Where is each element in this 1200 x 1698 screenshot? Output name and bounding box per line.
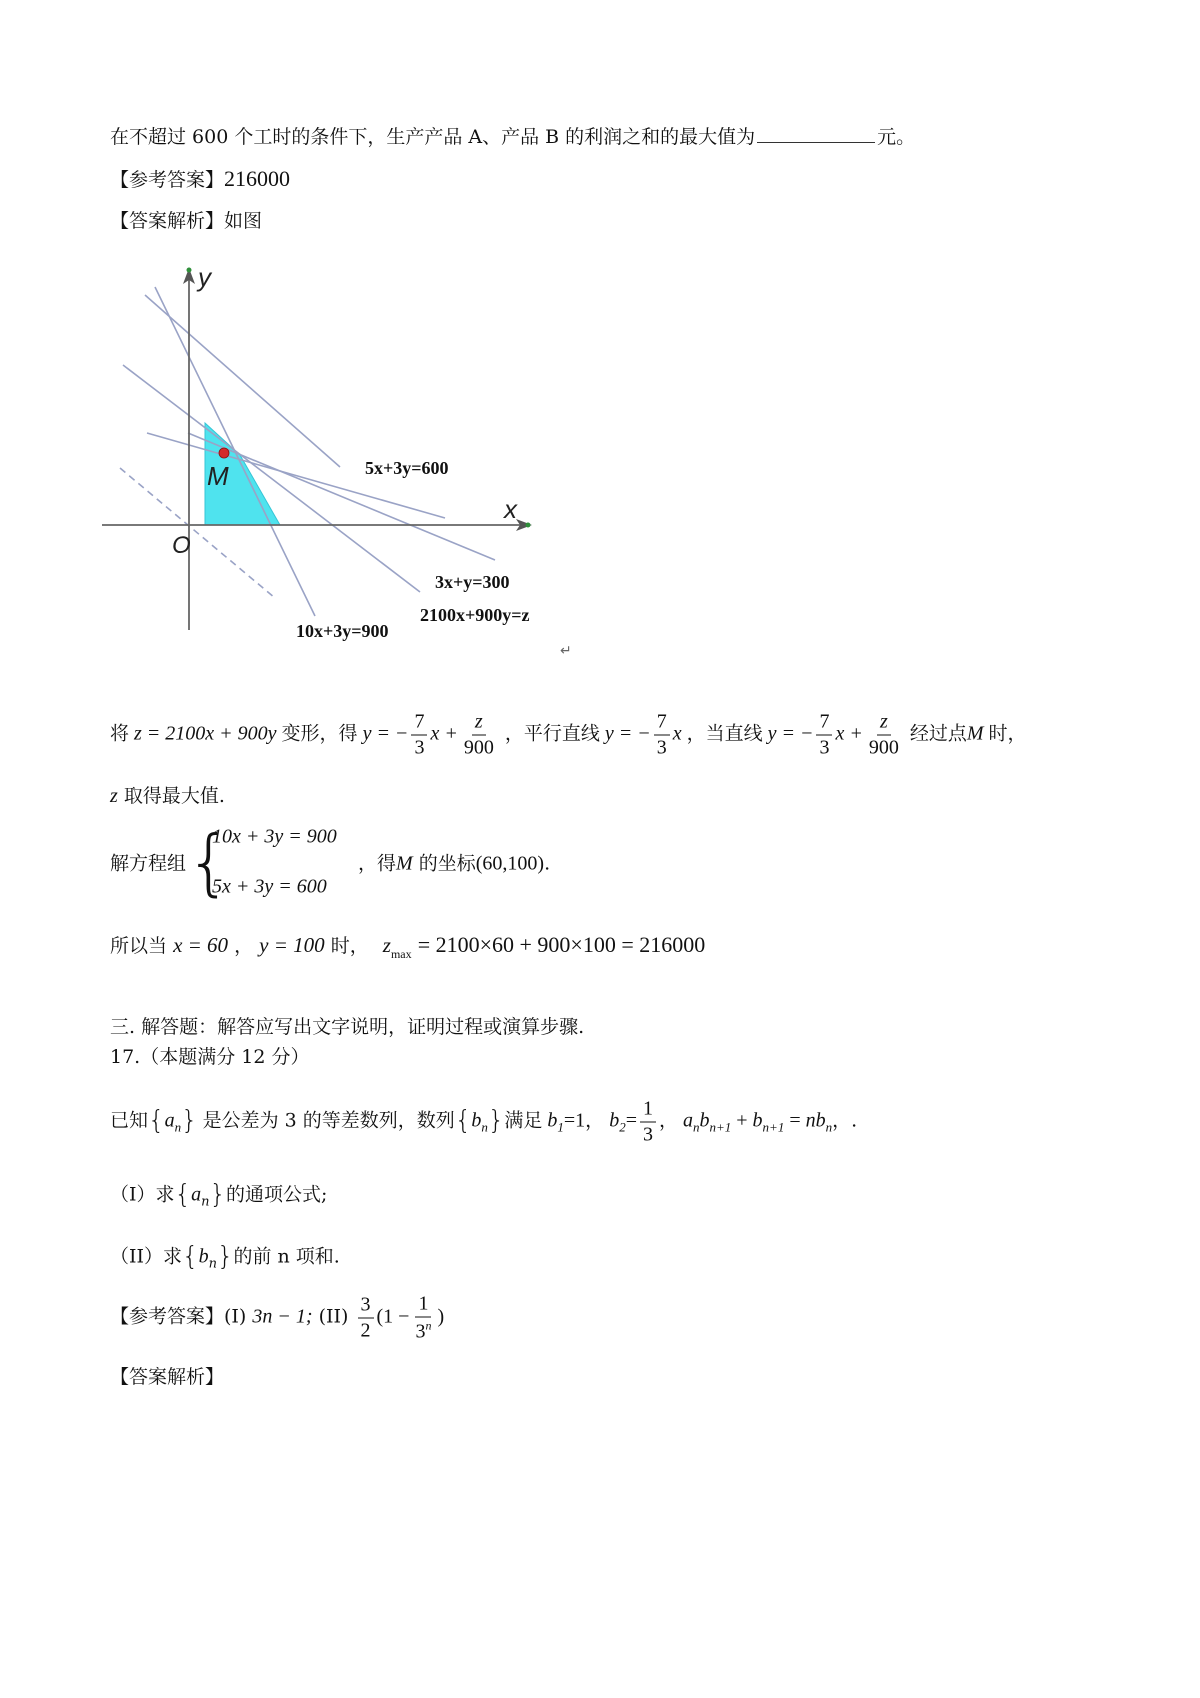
x-plus: x + — [430, 722, 458, 745]
conclusion-text: ， — [234, 935, 254, 957]
stem-text: 是公差为 3 的等差数列，数列 — [202, 1109, 455, 1132]
eq-label-5x-3y-600: 5x+3y=600 — [365, 458, 449, 478]
system-result — [358, 849, 550, 876]
system-equation-2: 5x + 3y = 600 — [212, 875, 327, 898]
stem-text: ，. — [832, 1109, 858, 1132]
rec-b-subscript: n — [825, 1119, 833, 1135]
fraction-7-3 — [411, 712, 427, 759]
answer-part1-value: 3n − 1; — [252, 1305, 313, 1328]
q16-stem-text: 在不超过 600 个工时的条件下，生产产品 A、产品 B 的利润之和的最大值为 — [110, 126, 756, 148]
q16-stem — [110, 124, 915, 147]
fraction-7-3 — [654, 712, 670, 759]
conclusion-text: 时， — [330, 935, 369, 957]
rec-a-subscript: n — [692, 1119, 700, 1135]
conclusion-text: 所以当 — [110, 935, 168, 957]
point-m: M — [966, 722, 984, 745]
explain-text: ，平行直线 — [504, 722, 600, 745]
x-axis-end-dot — [526, 523, 531, 528]
z-var: z — [382, 933, 391, 957]
z-expression: z = 2100x + 900y — [134, 722, 277, 745]
x-axis-label: x — [504, 494, 517, 524]
y-equation: y = − — [767, 722, 814, 745]
analysis-label: 【答案解析】 — [110, 210, 225, 232]
explain-text: 时， — [988, 722, 1027, 745]
z-var: z — [110, 785, 118, 807]
fraction-z-900 — [461, 712, 497, 759]
plus-sign: + — [736, 1109, 748, 1132]
fraction-3-2 — [358, 1295, 374, 1342]
stem-text: 已知 — [110, 1109, 149, 1132]
answer-label: 【参考答案】 — [110, 169, 225, 191]
fraction-1-3n — [412, 1294, 434, 1343]
rec-b-subscript: n+1 — [709, 1119, 732, 1135]
point-m-label: M — [207, 461, 229, 491]
seq-b-subscript: n — [481, 1119, 488, 1135]
seq-a-subscript: n — [174, 1119, 182, 1135]
part-text: 的前 n 项和. — [233, 1245, 340, 1268]
q16-analysis — [110, 212, 262, 231]
q16-stem-end: 元。 — [877, 126, 916, 148]
seq-b: b — [471, 1109, 482, 1132]
rec-n: n — [805, 1109, 816, 1132]
y-axis-label: y — [198, 262, 211, 292]
equals-sign: = — [789, 1109, 801, 1132]
rec-b: b — [815, 1109, 826, 1132]
fraction-denominator: 900 — [463, 736, 494, 759]
fraction-denominator: 3 — [414, 736, 425, 759]
seq-b: b — [198, 1245, 209, 1268]
b2: b — [609, 1109, 620, 1132]
q17-stem: 已知$\{a_n\}$ 是公差为 3 的等差数列，数列$\{b_n\}$满足 $b_1=1$， $b_2=$ $\frac{1}{3}$ ， $a_nb_{n+1} + b_{n+1} = nb_n$，. — [110, 1097, 858, 1146]
system-equation-1: 10x + 3y = 900 — [212, 825, 337, 848]
explain-text: 经过点 — [909, 722, 967, 745]
q16-conclusion — [110, 934, 705, 960]
answer-part2-value — [355, 1292, 445, 1343]
explain-text: 变形，得 — [281, 722, 358, 745]
b1-subscript: 1 — [557, 1119, 564, 1135]
answer-label: 【参考答案】 — [110, 1305, 225, 1328]
part-label: （II）求 — [110, 1245, 183, 1268]
seq-b-subscript: n — [208, 1256, 217, 1272]
y-equation: y = − — [362, 722, 409, 745]
fraction-denominator: 3 — [819, 736, 830, 759]
paren-close: ) — [437, 1305, 445, 1328]
line-3x-y-300 — [123, 365, 420, 592]
section-heading: 三. 解答题：解答应写出文字说明，证明过程或演算步骤. — [110, 1016, 585, 1038]
q17-part1: （I）求$\{a_n\}$的通项公式; — [110, 1179, 328, 1210]
fraction-7-3 — [816, 712, 832, 759]
stem-text: ， — [585, 1109, 605, 1132]
linear-programming-figure — [100, 260, 640, 680]
exponent: n — [425, 1318, 432, 1333]
fraction-numerator: 7 — [411, 712, 427, 736]
origin-label: O — [172, 532, 191, 559]
b1-value: =1 — [563, 1109, 586, 1132]
answer-value: 216000 — [224, 166, 291, 191]
x-var: x — [672, 722, 682, 745]
fraction-denominator: 3 — [642, 1123, 653, 1146]
question-17-label: 17.（本题满分 12 分） — [110, 1046, 310, 1068]
rec-b: b — [752, 1109, 763, 1132]
eq-label-3x-y-300: 3x+y=300 — [435, 572, 510, 592]
part-label: （I）求 — [110, 1183, 175, 1206]
analysis-label: 【答案解析】 — [110, 1366, 225, 1388]
fraction-1-3 — [640, 1099, 656, 1146]
rec-b: b — [699, 1109, 710, 1132]
z-max-expression: = 2100×60 + 900×100 = 216000 — [417, 932, 706, 957]
stem-text: 满足 — [504, 1109, 543, 1132]
q17-part2: （II）求$\{b_n\}$的前 n 项和. — [110, 1241, 340, 1272]
stem-text: ， — [658, 1109, 678, 1132]
fraction-numerator: z — [472, 712, 486, 736]
fraction-numerator: 3 — [358, 1295, 374, 1319]
seq-a: a — [164, 1109, 175, 1132]
explain-text: 将 — [110, 722, 130, 745]
y-value: y = 100 — [259, 933, 325, 957]
fraction-denominator: 900 — [868, 736, 899, 759]
seq-a: a — [191, 1183, 202, 1206]
system-label: 解方程组 — [110, 852, 187, 875]
q16-explain-line — [110, 712, 1027, 759]
fraction-z-900 — [866, 712, 902, 759]
rec-b-subscript: n+1 — [762, 1119, 785, 1135]
fraction-denominator: 3 — [656, 736, 667, 759]
q16-explain-line2 — [110, 786, 225, 806]
result-text: . — [544, 852, 551, 875]
q16-answer — [110, 168, 290, 190]
answer-part-label: (II) — [318, 1305, 349, 1328]
system-brace-icon: { — [186, 820, 232, 904]
x-value: x = 60 — [173, 933, 229, 957]
point-m-dot — [219, 448, 229, 458]
paren-open: (1 − — [376, 1305, 410, 1328]
explain-text: ，当直线 — [686, 722, 763, 745]
equals-sign: = — [625, 1109, 637, 1132]
eq-label-objective: 2100x+900y=z — [420, 605, 530, 625]
result-text: ，得 — [358, 852, 397, 875]
fraction-denominator: 2 — [360, 1319, 371, 1342]
y-equation: y = − — [604, 722, 651, 745]
rec-a: a — [682, 1109, 693, 1132]
y-axis-end-dot — [187, 268, 192, 273]
b2-subscript: 2 — [619, 1119, 626, 1135]
eq-label-10x-3y-900: 10x+3y=900 — [296, 621, 389, 641]
answer-blank — [757, 124, 875, 143]
fraction-numerator: 1 — [640, 1099, 656, 1123]
fraction-numerator: z — [877, 712, 891, 736]
point-m: M — [396, 852, 413, 875]
fraction-numerator: 7 — [816, 712, 832, 736]
x-plus: x + — [835, 722, 863, 745]
z-subscript: max — [390, 947, 412, 961]
explain-text: 取得最大值. — [123, 785, 225, 807]
seq-a-subscript: n — [201, 1194, 210, 1210]
q17-answer — [110, 1294, 444, 1343]
fraction-numerator: 1 — [415, 1294, 431, 1318]
analysis-text: 如图 — [224, 210, 263, 232]
b1: b — [547, 1109, 558, 1132]
coordinate-value: (60,100) — [475, 852, 545, 875]
fraction-numerator: 7 — [654, 712, 670, 736]
part-text: 的通项公式; — [225, 1183, 328, 1206]
result-text: 的坐标 — [418, 852, 476, 875]
answer-part-label: (I) — [224, 1305, 247, 1328]
return-mark-icon: ↵ — [560, 642, 572, 658]
fraction-denominator: 3 — [415, 1320, 426, 1343]
